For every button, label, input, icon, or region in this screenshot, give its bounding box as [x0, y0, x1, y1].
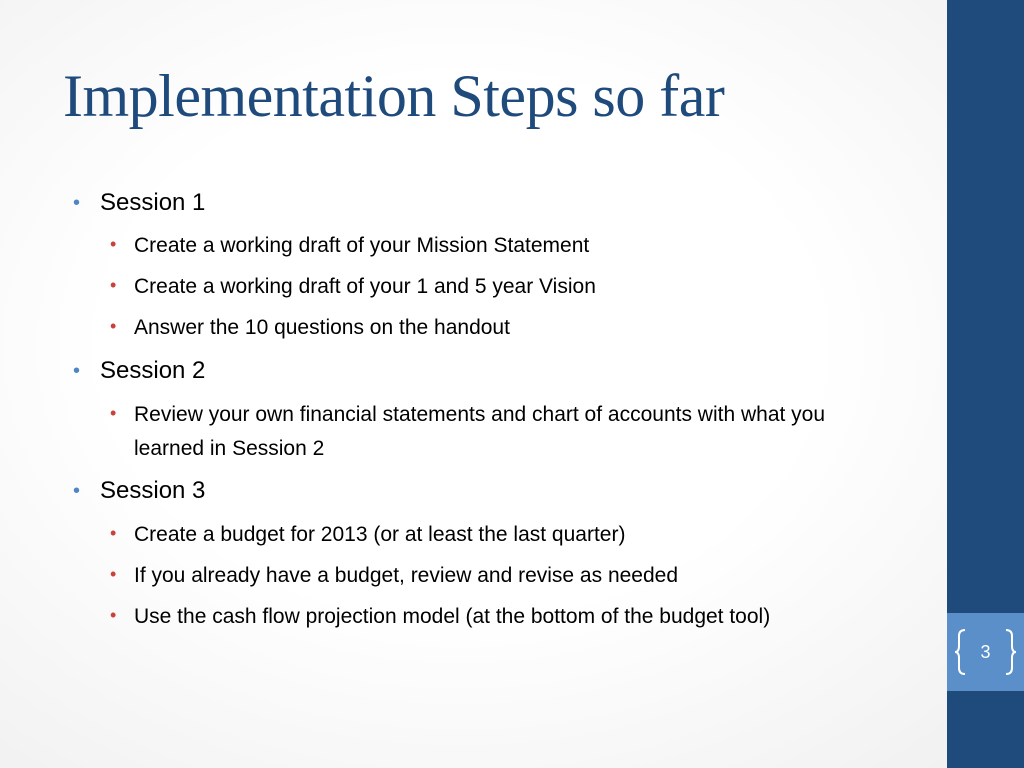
session-1-item-3: Answer the 10 questions on the handout [134, 316, 510, 339]
session-2-label: Session 2 [100, 357, 206, 384]
session-1-item-2: Create a working draft of your 1 and 5 year Vision [134, 275, 596, 298]
sub-bullet-icon: • [110, 523, 117, 543]
session-3-label: Session 3 [100, 477, 206, 504]
sub-bullet-icon: • [110, 605, 117, 625]
page-number: 3 [980, 642, 991, 662]
session-1-label: Session 1 [100, 189, 206, 216]
bullet-icon: • [73, 192, 81, 214]
sub-bullet-icon: • [110, 316, 117, 336]
session-3-item-1: Create a budget for 2013 (or at least the last quarter) [134, 523, 626, 546]
page-number-frame [955, 628, 1016, 676]
bullet-icon: • [73, 480, 81, 502]
bullet-icon: • [73, 360, 81, 382]
session-3-item-3: Use the cash flow projection model (at the bottom of the budget tool) [134, 605, 771, 628]
sub-bullet-icon: • [110, 564, 117, 584]
session-2-item-1: Review your own financial statements and chart of accounts with what you learned in Session 2 [134, 403, 826, 460]
page-number-box [947, 613, 1024, 691]
sub-bullet-icon: • [110, 403, 117, 423]
session-3-item-2: If you already have a budget, review and revise as needed [134, 564, 679, 587]
sub-bullet-icon: • [110, 275, 117, 295]
slide-title: Implementation Steps so far [63, 63, 725, 129]
session-1-item-1: Create a working draft of your Mission Statement [134, 234, 590, 257]
sub-bullet-icon: • [110, 234, 117, 254]
